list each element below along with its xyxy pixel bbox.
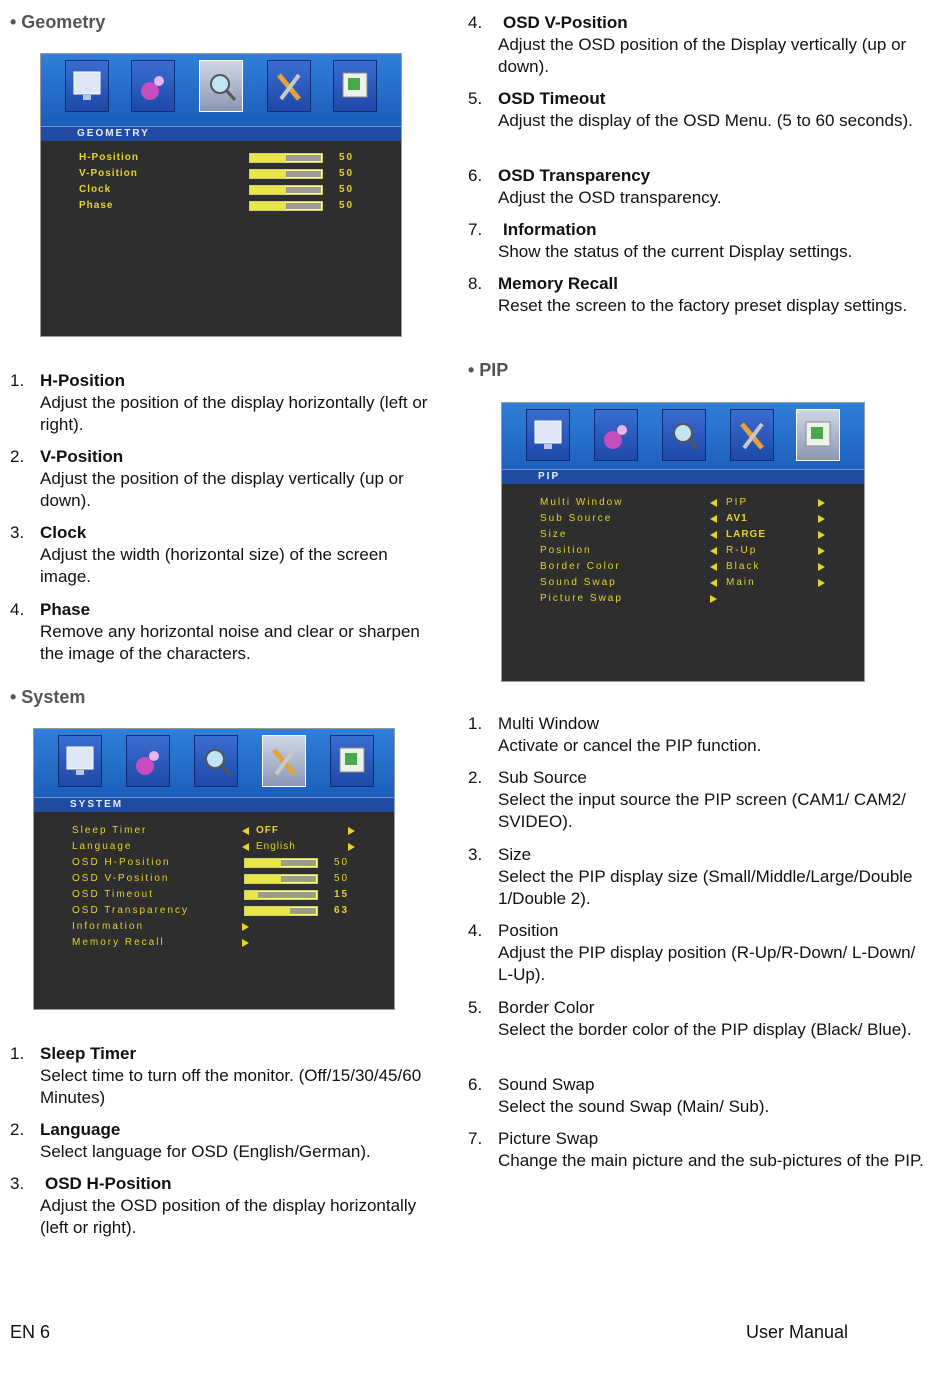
osd-row-picture-swap[interactable] <box>502 591 864 607</box>
item-desc: Change the main picture and the sub-pictures of the PIP. <box>498 1151 924 1170</box>
osd-row-value: 63 <box>334 905 350 916</box>
arrow-right-icon[interactable] <box>710 595 717 603</box>
item-number: 2. <box>468 768 483 787</box>
list-item <box>468 165 928 209</box>
monitor-icon <box>526 409 570 461</box>
osd-row-label: Border Color <box>540 561 621 572</box>
osd-row-label: Picture Swap <box>540 593 623 604</box>
osd-row-sub-source[interactable] <box>502 511 864 527</box>
item-desc: Reset the screen to the factory preset display settings. <box>498 296 908 315</box>
osd-title: GEOMETRY <box>77 128 150 139</box>
osd-title: PIP <box>538 471 561 482</box>
item-title: OSD Transparency <box>498 166 651 185</box>
item-desc: Adjust the width (horizontal size) of the screen image. <box>40 545 388 586</box>
item-desc: Select the PIP display size (Small/Middle/Large/Double 1/Double 2). <box>498 867 913 908</box>
arrow-right-icon[interactable] <box>348 827 355 835</box>
arrow-left-icon[interactable] <box>710 515 717 523</box>
item-number: 1. <box>10 1044 25 1063</box>
osd-row-sleep-timer[interactable] <box>34 823 394 839</box>
osd-row-option: PIP <box>726 497 749 508</box>
osd-row-phase[interactable] <box>41 198 401 214</box>
osd-row-value: 50 <box>334 857 350 868</box>
osd-row-label: Multi Window <box>540 497 624 508</box>
osd-row-option: AV1 <box>726 513 748 524</box>
item-title: Clock <box>40 523 87 542</box>
osd-row-label: OSD Transparency <box>72 905 190 916</box>
item-desc: Adjust the PIP display position (R-Up/R-Down/ L-Down/ L-Up). <box>498 943 916 984</box>
osd-row-v-position[interactable] <box>41 166 401 182</box>
list-item <box>10 1173 440 1239</box>
osd-row-value: 50 <box>339 184 355 195</box>
item-desc: Adjust the display of the OSD Menu. (5 to 60 seconds). <box>498 111 913 130</box>
osd-row-memory-recall[interactable] <box>34 935 394 951</box>
arrow-right-icon[interactable] <box>818 563 825 571</box>
item-title: Memory Recall <box>498 274 618 293</box>
arrow-right-icon[interactable] <box>242 923 249 931</box>
item-desc: Adjust the OSD transparency. <box>498 188 722 207</box>
arrow-left-icon[interactable] <box>710 547 717 555</box>
arrow-left-icon[interactable] <box>710 579 717 587</box>
pip-osd-screenshot <box>501 402 865 682</box>
item-title: Information <box>503 220 597 239</box>
item-title: Sub Source <box>498 768 587 787</box>
item-number: 3. <box>10 523 25 542</box>
osd-icon-bar <box>41 54 401 126</box>
magnifier-icon <box>662 409 706 461</box>
list-item <box>10 522 440 588</box>
osd-row-label: OSD V-Position <box>72 873 170 884</box>
osd-row-information[interactable] <box>34 919 394 935</box>
osd-row-osd-v-position[interactable] <box>34 871 394 887</box>
item-number: 7. <box>468 220 483 239</box>
item-title: Sleep Timer <box>40 1044 137 1063</box>
item-number: 3. <box>10 1174 25 1193</box>
item-title: OSD V-Position <box>503 13 628 32</box>
osd-row-value: 50 <box>339 168 355 179</box>
item-number: 6. <box>468 1075 483 1094</box>
osd-row-label: Sub Source <box>540 513 613 524</box>
item-desc: Select the border color of the PIP display (Black/ Blue). <box>498 1020 912 1039</box>
osd-row-option: Black <box>726 561 761 572</box>
arrow-right-icon[interactable] <box>818 579 825 587</box>
level-bar[interactable] <box>244 890 318 900</box>
osd-row-option: English <box>256 841 296 852</box>
level-bar[interactable] <box>249 201 323 211</box>
item-title: OSD H-Position <box>45 1174 172 1193</box>
item-desc: Adjust the OSD position of the display horizontally (left or right). <box>40 1196 417 1237</box>
item-title: V-Position <box>40 447 124 466</box>
item-number: 8. <box>468 274 483 293</box>
osd-row-h-position[interactable] <box>41 150 401 166</box>
color-palette-icon <box>131 60 175 112</box>
osd-row-label: OSD H-Position <box>72 857 171 868</box>
tools-icon <box>262 735 306 787</box>
item-number: 5. <box>468 89 483 108</box>
item-desc: Select time to turn off the monitor. (Off/15/30/45/60 Minutes) <box>40 1066 422 1107</box>
osd-row-value: 50 <box>334 873 350 884</box>
osd-row-language[interactable] <box>34 839 394 855</box>
color-palette-icon <box>126 735 170 787</box>
osd-row-label: Position <box>540 545 592 556</box>
geometry-heading: • Geometry <box>10 12 106 32</box>
level-bar[interactable] <box>249 185 323 195</box>
osd-row-label: Information <box>72 921 145 932</box>
item-desc: Adjust the position of the display vertically (up or down). <box>40 469 404 510</box>
list-item <box>468 273 928 339</box>
osd-row-value: 50 <box>339 152 355 163</box>
osd-row-osd-timeout[interactable] <box>34 887 394 903</box>
geometry-osd-screenshot <box>40 53 402 337</box>
item-number: 1. <box>468 714 483 733</box>
item-title: Position <box>498 921 559 940</box>
arrow-left-icon[interactable] <box>710 499 717 507</box>
arrow-left-icon[interactable] <box>242 827 249 835</box>
osd-row-label: H-Position <box>79 152 139 163</box>
level-bar[interactable] <box>249 153 323 163</box>
item-desc: Select the sound Swap (Main/ Sub). <box>498 1097 770 1116</box>
pip-heading: • PIP <box>468 360 509 380</box>
osd-row-label: OSD Timeout <box>72 889 155 900</box>
item-title: Multi Window <box>498 714 600 733</box>
list-item <box>468 997 928 1063</box>
list-item <box>10 599 440 665</box>
osd-row-label: V-Position <box>79 168 138 179</box>
osd-row-label: Phase <box>79 200 114 211</box>
osd-row-label: Sound Swap <box>540 577 617 588</box>
arrow-right-icon[interactable] <box>818 547 825 555</box>
item-number: 4. <box>10 600 25 619</box>
item-desc: Adjust the OSD position of the Display vertically (up or down). <box>498 35 907 76</box>
list-item <box>468 844 928 910</box>
tools-icon <box>267 60 311 112</box>
osd-row-osd-transparency[interactable] <box>34 903 394 919</box>
osd-row-size[interactable] <box>502 527 864 543</box>
item-number: 6. <box>468 166 483 185</box>
footer-doc-title: User Manual <box>746 1322 849 1342</box>
arrow-left-icon[interactable] <box>242 843 249 851</box>
pip-icon <box>796 409 840 461</box>
osd-row-label: Clock <box>79 184 112 195</box>
osd-title-bar <box>41 126 401 141</box>
list-item <box>10 446 440 512</box>
magnifier-icon <box>199 60 243 112</box>
item-number: 1. <box>10 371 25 390</box>
system-heading: • System <box>10 687 86 707</box>
tools-icon <box>730 409 774 461</box>
pip-icon <box>333 60 377 112</box>
osd-row-option: Main <box>726 577 756 588</box>
list-item <box>468 219 928 263</box>
item-title: Size <box>498 845 532 864</box>
item-desc: Select language for OSD (English/German). <box>40 1142 371 1161</box>
item-number: 3. <box>468 845 483 864</box>
magnifier-icon <box>194 735 238 787</box>
osd-row-position[interactable] <box>502 543 864 559</box>
osd-row-osd-h-position[interactable] <box>34 855 394 871</box>
list-item <box>10 370 440 436</box>
osd-row-label: Size <box>540 529 568 540</box>
item-number: 5. <box>468 998 483 1017</box>
color-palette-icon <box>594 409 638 461</box>
osd-row-option: OFF <box>256 825 279 836</box>
level-bar[interactable] <box>244 906 318 916</box>
list-item <box>468 1128 928 1194</box>
item-title: OSD Timeout <box>498 89 606 108</box>
arrow-left-icon[interactable] <box>710 531 717 539</box>
item-number: 7. <box>468 1129 483 1148</box>
list-item <box>10 1043 440 1109</box>
osd-title-bar <box>502 469 864 484</box>
osd-row-multi-window[interactable] <box>502 495 864 511</box>
item-title: Sound Swap <box>498 1075 595 1094</box>
item-desc: Activate or cancel the PIP function. <box>498 736 762 755</box>
list-item <box>468 713 928 757</box>
item-desc: Show the status of the current Display settings. <box>498 242 853 261</box>
arrow-right-icon[interactable] <box>348 843 355 851</box>
pip-icon <box>330 735 374 787</box>
item-title: Language <box>40 1120 121 1139</box>
item-number: 4. <box>468 13 483 32</box>
monitor-icon <box>65 60 109 112</box>
list-item <box>468 88 928 154</box>
monitor-icon <box>58 735 102 787</box>
osd-row-sound-swap[interactable] <box>502 575 864 591</box>
osd-title-bar <box>34 797 394 812</box>
osd-icon-bar <box>34 729 394 801</box>
osd-row-option: LARGE <box>726 529 766 540</box>
osd-row-label: Sleep Timer <box>72 825 148 836</box>
arrow-left-icon[interactable] <box>710 563 717 571</box>
item-desc: Adjust the position of the display horizontally (left or right). <box>40 393 428 434</box>
item-number: 2. <box>10 447 25 466</box>
arrow-right-icon[interactable] <box>818 531 825 539</box>
arrow-right-icon[interactable] <box>818 515 825 523</box>
level-bar[interactable] <box>244 858 318 868</box>
arrow-right-icon[interactable] <box>242 939 249 947</box>
osd-row-border-color[interactable] <box>502 559 864 575</box>
level-bar[interactable] <box>249 169 323 179</box>
list-item <box>468 12 928 78</box>
osd-row-label: Language <box>72 841 133 852</box>
osd-title: SYSTEM <box>70 799 124 810</box>
list-item <box>468 920 928 986</box>
level-bar[interactable] <box>244 874 318 884</box>
system-osd-screenshot <box>33 728 395 1010</box>
list-item <box>468 767 928 833</box>
osd-row-option: R-Up <box>726 545 758 556</box>
item-title: Picture Swap <box>498 1129 599 1148</box>
osd-row-label: Memory Recall <box>72 937 165 948</box>
item-desc: Remove any horizontal noise and clear or sharpen the image of the characters. <box>40 622 420 663</box>
osd-row-value: 50 <box>339 200 355 211</box>
osd-row-value: 15 <box>334 889 350 900</box>
item-title: H-Position <box>40 371 125 390</box>
item-number: 4. <box>468 921 483 940</box>
item-number: 2. <box>10 1120 25 1139</box>
item-title: Border Color <box>498 998 595 1017</box>
list-item <box>468 1074 928 1118</box>
list-item <box>10 1119 440 1163</box>
item-desc: Select the input source the PIP screen (CAM1/ CAM2/ SVIDEO). <box>498 790 906 831</box>
arrow-right-icon[interactable] <box>818 499 825 507</box>
osd-row-clock[interactable] <box>41 182 401 198</box>
item-title: Phase <box>40 600 91 619</box>
osd-icon-bar <box>502 403 864 475</box>
footer-page-number: EN 6 <box>10 1322 51 1342</box>
